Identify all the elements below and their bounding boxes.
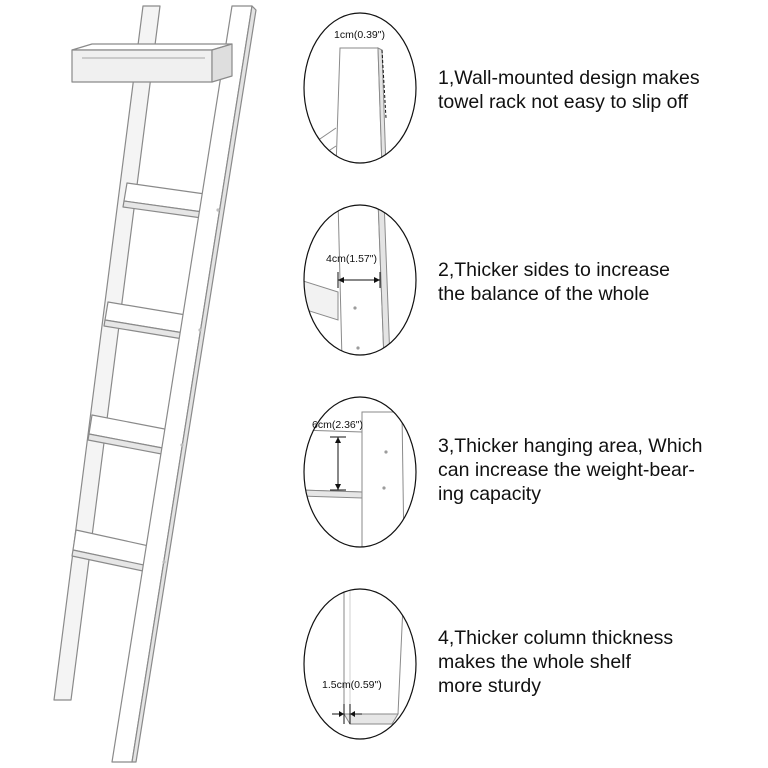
detail-4-line-1: 4,Thicker column thickness xyxy=(438,627,674,649)
detail-2-closeup xyxy=(300,200,420,360)
detail-1-closeup xyxy=(300,8,420,168)
detail-3-line-2: can increase the weight-bear- xyxy=(438,459,695,481)
detail-3-text xyxy=(438,434,758,506)
detail-1-text xyxy=(438,66,758,114)
detail-1-line-2: towel rack not easy to slip off xyxy=(438,91,689,113)
detail-1 xyxy=(300,8,420,173)
detail-4-closeup xyxy=(300,584,420,744)
detail-2-dimension: 4cm(1.57") xyxy=(326,253,377,265)
detail-2-line-1: 2,Thicker sides to increase xyxy=(438,259,670,281)
ladder-shelf-image xyxy=(0,0,290,768)
detail-2 xyxy=(300,200,420,365)
detail-2-text xyxy=(438,258,758,306)
detail-3-line-1: 3,Thicker hanging area, Which xyxy=(438,435,703,457)
detail-3-line-3: ing capacity xyxy=(438,483,541,505)
detail-4-line-3: more sturdy xyxy=(438,675,541,697)
top-shelf xyxy=(72,44,232,82)
detail-4 xyxy=(300,584,420,749)
detail-4-line-2: makes the whole shelf xyxy=(438,651,631,673)
detail-4-dimension: 1.5cm(0.59") xyxy=(322,679,382,691)
detail-3-closeup xyxy=(300,392,420,552)
detail-3-dimension: 6cm(2.36") xyxy=(312,419,363,431)
detail-1-dimension: 1cm(0.39") xyxy=(334,29,385,41)
detail-2-line-2: the balance of the whole xyxy=(438,283,650,305)
detail-1-line-1: 1,Wall-mounted design makes xyxy=(438,67,700,89)
detail-3 xyxy=(300,392,420,557)
detail-4-text xyxy=(438,626,758,698)
